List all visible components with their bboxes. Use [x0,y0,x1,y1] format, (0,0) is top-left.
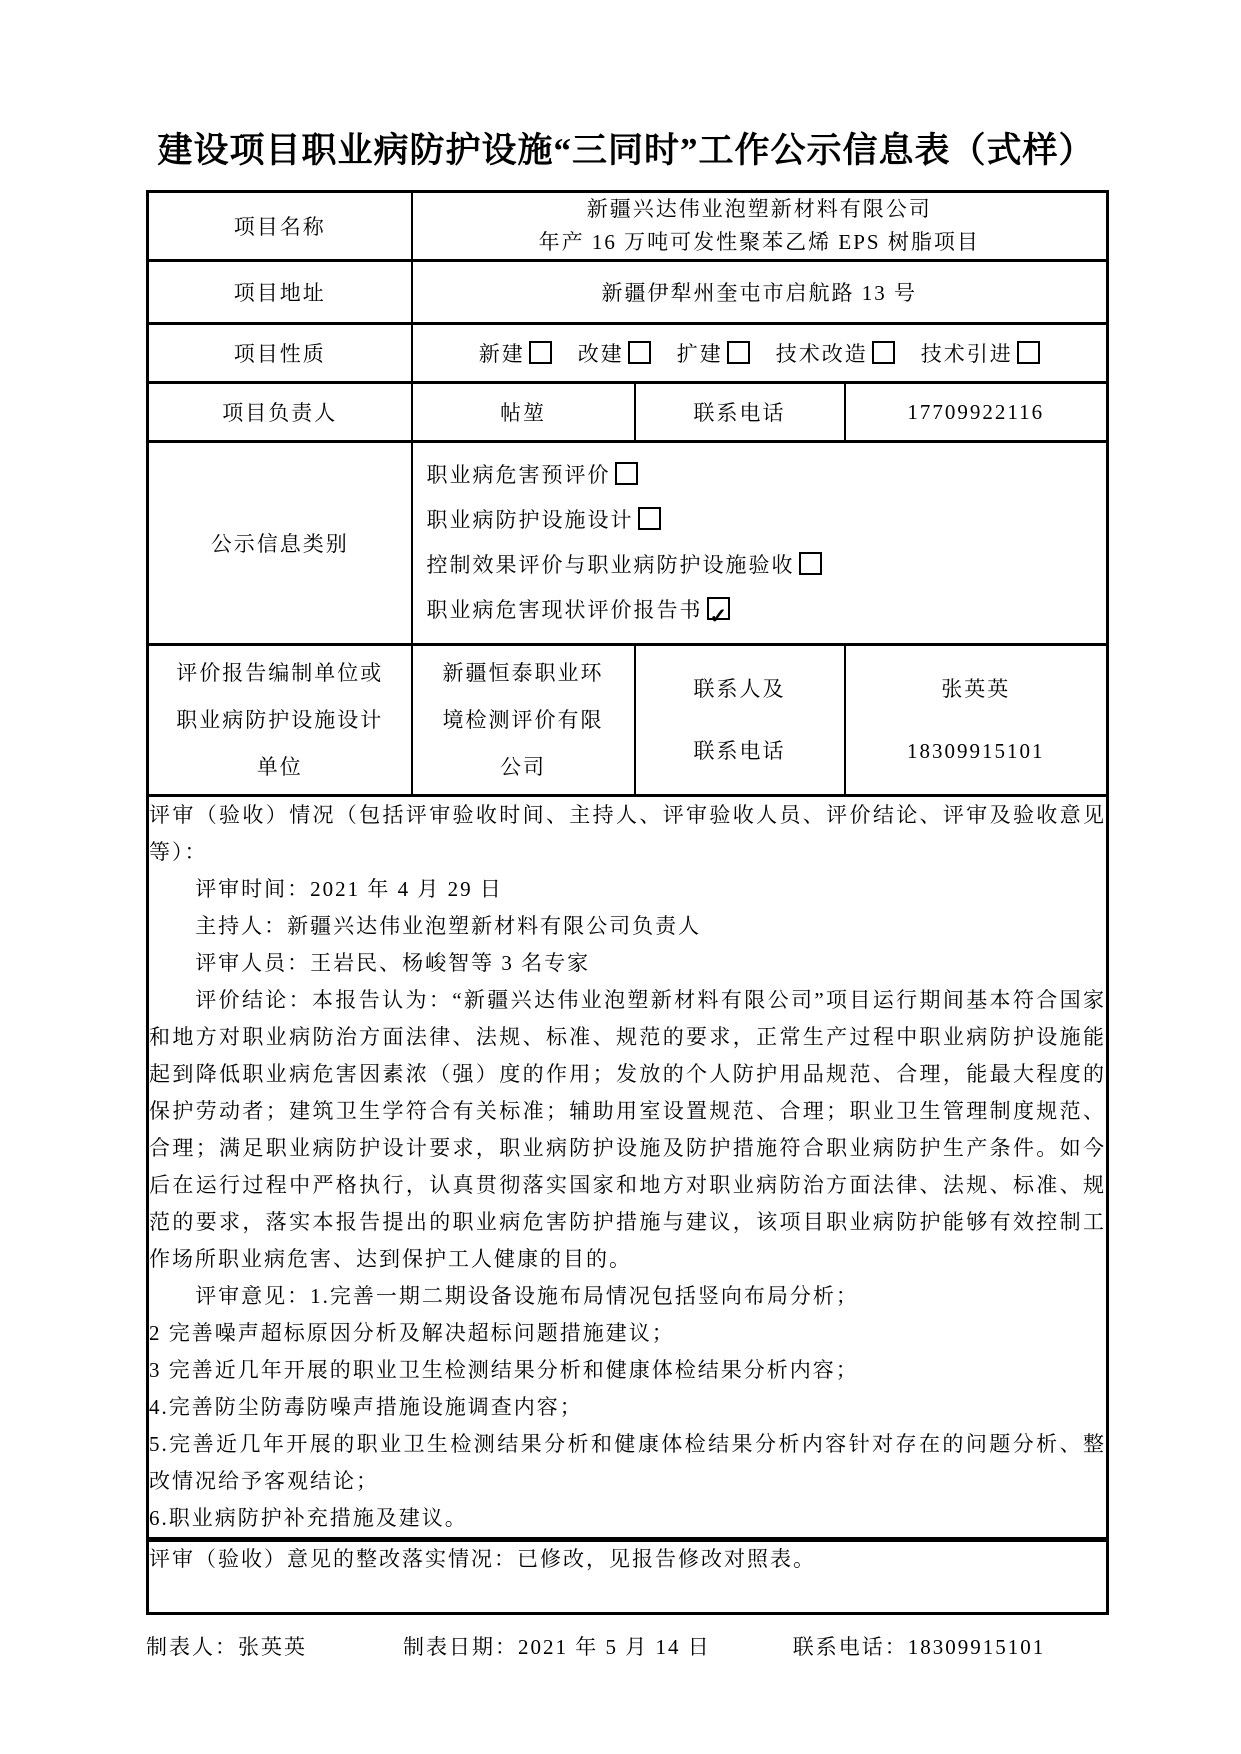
publicity-category-items [412,442,1108,645]
unit-contact-value [845,645,1108,796]
project-name-value [412,192,1108,261]
category-item-facility-design: 职业病防护设施设计 [427,498,1107,543]
report-unit-name: 新疆恒泰职业环 境检测评价有限 公司 [412,645,635,796]
project-leader-row [148,383,1108,442]
project-name-line1: 新疆兴达伟业泡塑新材料有限公司 [586,197,932,221]
category-item-pre-evaluation: 职业病危害预评价 [427,453,1107,498]
report-unit-label: 评价报告编制单位或 职业病防护设施设计 单位 [148,645,412,796]
document-page [146,128,1106,1661]
page-title: 建设项目职业病防护设施“三同时”工作公示信息表（式样） [157,131,1095,170]
review-section [148,796,1108,1540]
review-paragraph: 评审人员：王岩民、杨峻智等 3 名专家 [195,951,591,975]
info-table [146,190,1109,1615]
nature-option-expand: 扩建 [677,338,750,368]
review-header: 评审（验收）情况（包括评审验收时间、主持人、评审验收人员、评价结论、评审及验收意见等）： [149,803,1107,864]
rectification-row [148,1540,1108,1614]
unit-contact-name: 张英英 [941,677,1011,701]
review-paragraph: 2 完善噪声超标原因分析及解决超标问题措施建议； [149,1321,675,1345]
project-leader-name: 帖堃 [412,383,635,442]
unit-contact-phone: 18309915101 [907,739,1045,763]
project-nature-label: 项目性质 [148,324,412,383]
footer [146,1631,1106,1661]
project-address-row [148,261,1108,324]
nature-option-tech-import: 技术引进 [921,338,1040,368]
publicity-category-row [148,442,1108,645]
review-paragraph: 评审时间：2021 年 4 月 29 日 [195,877,503,901]
category-item-control-effect: 控制效果评价与职业病防护设施验收 [427,543,1107,588]
checkbox-icon[interactable] [615,462,638,485]
review-paragraph: 4.完善防尘防毒防噪声措施设施调查内容； [149,1395,583,1419]
rectification-cell [148,1540,1108,1614]
nature-option-rebuild: 改建 [578,338,651,368]
nature-option-new: 新建 [479,338,552,368]
project-leader-label: 项目负责人 [148,383,412,442]
project-nature-row [148,324,1108,383]
project-name-row [148,192,1108,261]
review-paragraph: 评审意见：1.完善一期二期设备设施布局情况包括竖向布局分析； [195,1284,859,1308]
review-paragraph: 主持人：新疆兴达伟业泡塑新材料有限公司负责人 [195,914,702,938]
project-address-value: 新疆伊犁州奎屯市启航路 13 号 [412,261,1108,324]
leader-phone-label: 联系电话 [635,383,845,442]
category-item-status-report: 职业病危害现状评价报告书✓ [427,588,1107,633]
checkbox-checked-icon[interactable] [707,597,730,620]
unit-contact-label: 联系人及 联系电话 [635,645,845,796]
checkbox-icon[interactable] [529,341,552,364]
project-nature-options [412,324,1108,383]
project-name-label: 项目名称 [148,192,412,261]
project-name-line2: 年产 16 万吨可发性聚苯乙烯 EPS 树脂项目 [538,230,980,254]
report-unit-row [148,645,1108,796]
checkbox-icon[interactable] [872,341,895,364]
footer-creator: 制表人：张英英 [146,1635,307,1659]
nature-option-tech-upgrade: 技术改造 [776,338,895,368]
footer-phone: 联系电话：18309915101 [792,1635,1046,1659]
checkbox-icon[interactable] [799,552,822,575]
checkbox-icon[interactable] [628,341,651,364]
review-paragraph: 5.完善近几年开展的职业卫生检测结果分析和健康体检结果分析内容针对存在的问题分析、整改情况给予客观结论； [149,1432,1107,1493]
checkbox-icon[interactable] [727,341,750,364]
publicity-category-label: 公示信息类别 [148,442,412,645]
leader-phone-value: 17709922116 [845,383,1108,442]
checkbox-icon[interactable] [638,507,661,530]
checkbox-icon[interactable] [1017,341,1040,364]
review-section-row [148,796,1108,1540]
review-paragraph: 评价结论：本报告认为：“新疆兴达伟业泡塑新材料有限公司”项目运行期间基本符合国家和地方对职业病防治方面法律、法规、标准、规范的要求，正常生产过程中职业病防护设施能起到降低职业病危害因素浓（强）度的作用；发放的个人防护用品规范、合理，能最大程度的保护劳动者；建筑卫生学符合有关标准；辅助用室设置规范、合理；职业卫生管理制度规范、合理；满足职业病防护设计要求，职业病防护设施及防护措施符合职业病防护生产条件。如今后在运行过程中严格执行，认真贯彻落实国家和地方对职业病防治方面法律、法规、标准、规范的要求，落实本报告提出的职业病危害防护措施与建议，该项目职业病防护能够有效控制工作场所职业病危害、达到保护工人健康的目的。 [149,988,1107,1271]
footer-date: 制表日期：2021 年 5 月 14 日 [403,1635,711,1659]
project-address-label: 项目地址 [148,261,412,324]
review-paragraph: 3 完善近几年开展的职业卫生检测结果分析和健康体检结果分析内容； [149,1358,859,1382]
rectification-text: 评审（验收）意见的整改落实情况：已修改，见报告修改对照表。 [149,1547,816,1571]
review-paragraph: 6.职业病防护补充措施及建议。 [149,1506,468,1530]
